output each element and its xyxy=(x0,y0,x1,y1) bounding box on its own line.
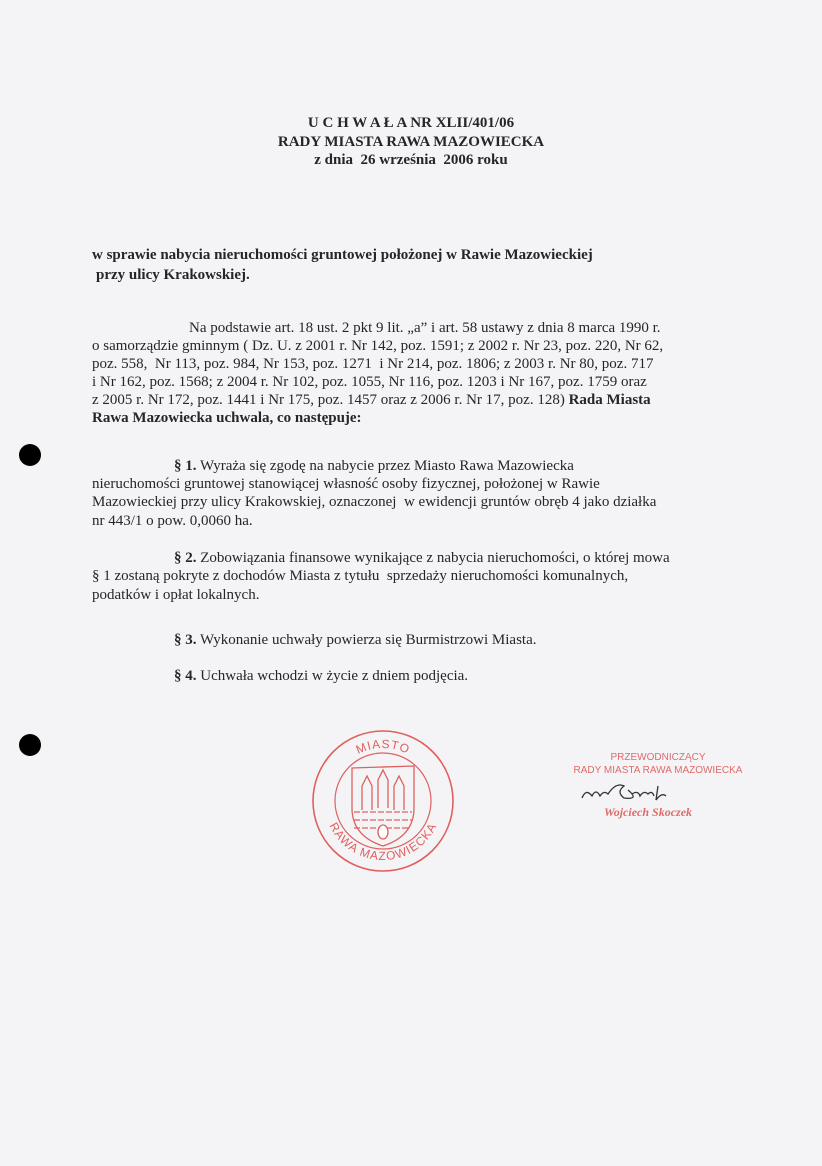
section-text: Wyraża się zgodę na nabycie przez Miasto Rawa Mazowiecka xyxy=(196,458,574,474)
punch-hole xyxy=(19,444,41,466)
section-text: Uchwała wchodzi w życie z dniem podjęcia. xyxy=(196,668,469,684)
section-number: § 3. xyxy=(174,632,197,648)
section-1-line: Mazowieckiej przy ulicy Krakowskiej, oznaczonej w ewidencji gruntów obręb 4 jako działka xyxy=(92,494,657,510)
document-title: U C H W A Ł A NR XLII/401/06 xyxy=(307,115,515,131)
city-stamp xyxy=(310,728,456,874)
section-4 xyxy=(174,668,468,685)
signatory-name: Wojciech Skoczek xyxy=(603,805,693,819)
section-2 xyxy=(174,550,670,567)
signature-title: PRZEWODNICZĄCY xyxy=(610,752,706,763)
stamp-text-top: MIASTO xyxy=(353,736,413,757)
handwritten-signature xyxy=(580,778,690,806)
preamble-line xyxy=(92,392,651,409)
section-number: § 2. xyxy=(174,550,197,566)
section-1-line: nr 443/1 o pow. 0,0060 ha. xyxy=(92,513,253,529)
section-number: § 4. xyxy=(174,668,197,684)
section-1-line: nieruchomości gruntowej stanowiącej własność osoby fizycznej, położonej w Rawie xyxy=(92,476,600,492)
section-text: Zobowiązania finansowe wynikające z nabycia nieruchomości, o której mowa xyxy=(196,550,670,566)
signature-title: RADY MIASTA RAWA MAZOWIECKA xyxy=(573,765,743,776)
document-date: z dnia 26 września 2006 roku xyxy=(314,152,508,168)
subject-line: przy ulicy Krakowskiej. xyxy=(96,267,250,283)
section-3 xyxy=(174,632,536,649)
stamp-text-bottom: RAWA MAZOWIECKA xyxy=(326,820,440,864)
section-number: § 1. xyxy=(174,458,197,474)
section-1 xyxy=(174,458,574,475)
subject-line: w sprawie nabycia nieruchomości gruntowej położonej w Rawie Mazowieckiej xyxy=(92,247,593,263)
preamble-line: Na podstawie art. 18 ust. 2 pkt 9 lit. „a” i art. 58 ustawy z dnia 8 marca 1990 r. xyxy=(189,320,661,336)
issuer: RADY MIASTA RAWA MAZOWIECKA xyxy=(277,134,545,150)
section-text: Wykonanie uchwały powierza się Burmistrzowi Miasta. xyxy=(196,632,537,648)
coat-of-arms-icon xyxy=(352,766,414,846)
preamble-line: i Nr 162, poz. 1568; z 2004 r. Nr 102, poz. 1055, Nr 116, poz. 1203 i Nr 167, poz. 1759 oraz xyxy=(92,374,647,390)
section-2-line: podatków i opłat lokalnych. xyxy=(92,587,260,603)
section-2-line: § 1 zostaną pokryte z dochodów Miasta z tytułu sprzedaży nieruchomości komunalnych, xyxy=(92,568,629,584)
preamble-text: z 2005 r. Nr 172, poz. 1441 i Nr 175, poz. 1457 oraz z 2006 r. Nr 17, poz. 128) xyxy=(92,392,565,408)
preamble-bold-line: Rawa Mazowiecka uchwala, co następuje: xyxy=(92,410,362,426)
punch-hole xyxy=(19,734,41,756)
preamble-line: o samorządzie gminnym ( Dz. U. z 2001 r. Nr 142, poz. 1591; z 2002 r. Nr 23, poz. 220, Nr 62, xyxy=(92,338,664,354)
preamble-bold: Rada Miasta xyxy=(568,392,651,408)
preamble-line: poz. 558, Nr 113, poz. 984, Nr 153, poz. 1271 i Nr 214, poz. 1806; z 2003 r. Nr 80, poz. 717 xyxy=(92,356,654,372)
